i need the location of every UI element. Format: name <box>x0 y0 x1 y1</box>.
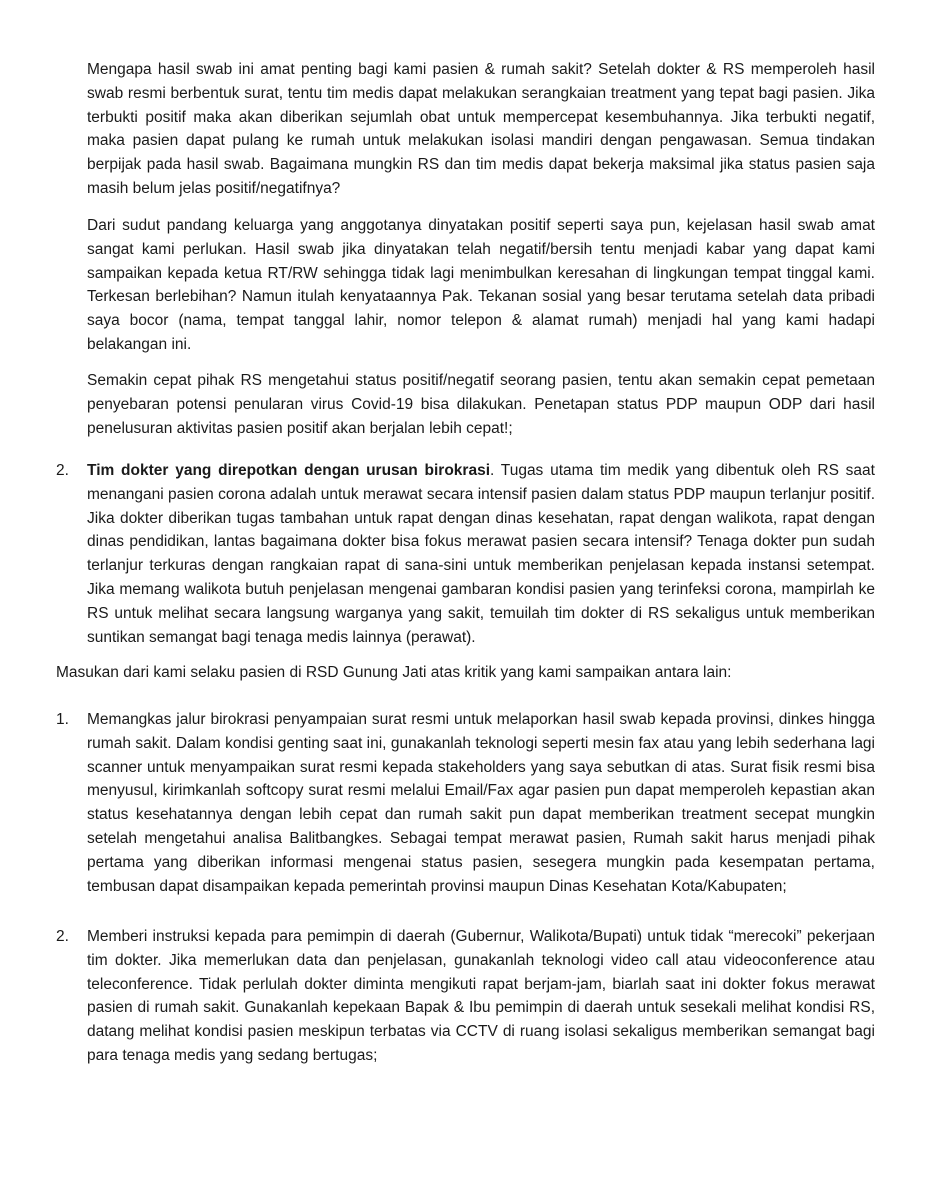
suggestions-intro: Masukan dari kami selaku pasien di RSD Gunung Jati atas kritik yang kami sampaikan antara lain: <box>56 664 732 681</box>
suggestion-item-1: Memangkas jalur birokrasi penyampaian surat resmi untuk melaporkan hasil swab kepada provinsi, dinkes hingga rumah sakit. Dalam kondisi genting saat ini, gunakanlah teknologi seperti mesin fax atau yang lebih sederhana lagi scanner untuk menyampaikan surat resmi kepada stakeholders yang saya sebutkan di atas. Surat fisik resmi bisa menyusul, kirimkanlah softcopy surat resmi melalui Email/Fax agar pasien pun dapat memperoleh kepastian akan status kesehatannya dengan lebih cepat dan rumah sakit pun dapat memberikan treatment secepat mungkin setelah mengetahui analisa Balitbangkes. Sebagai tempat merawat pasien, Rumah sakit harus menjadi pihak pertama yang diberikan informasi mengenai status pasien, sesegera mungkin pada kesempatan pertama, tembusan dapat disampaikan kepada pemerintah provinsi maupun Dinas Kesehatan Kota/Kabupaten; <box>87 711 875 895</box>
suggestion-number-2: 2. <box>56 928 69 945</box>
list-item-body: . Tugas utama tim medik yang dibentuk oleh RS saat menangani pasien corona adalah untuk merawat secara intensif pasien dalam status PDP maupun terlanjur positif. Jika dokter diberikan tugas tambahan untuk rapat dengan dinas kesehatan, rapat dengan walikota, rapat dengan dinas pendidikan, lantas bagaimana dokter bisa fokus merawat pasien secara intensif? Tenaga dokter pun sudah terlanjur terkuras dengan rangkaian rapat di sana-sini untuk memberikan penjelasan kepada instansi setempat. Jika memang walikota butuh penjelasan mengenai gambaran kondisi pasien yang terinfeksi corona, mampirlah ke RS untuk melihat secara langsung warganya yang sakit, temuilah tim dokter di RS sekaligus untuk memberikan suntikan semangat bagi tenaga medis lainnya (perawat). <box>87 462 875 646</box>
paragraph-family-perspective: Dari sudut pandang keluarga yang anggotanya dinyatakan positif seperti saya pun, kejelasan hasil swab amat sangat kami perlukan. Hasil swab jika dinyatakan telah negatif/bersih tentu menjadi kabar yang dapat kami sampaikan kepada ketua RT/RW sehingga tidak lagi menimbulkan keresahan di lingkungan tempat tinggal kami. Terkesan berlebihan? Namun itulah kenyataannya Pak. Tekanan sosial yang besar terutama setelah data pribadi saya bocor (nama, tempat tanggal lahir, nomor telepon & alamat rumah) menjadi hal yang kami hadapi belakangan ini. <box>87 217 875 353</box>
paragraph-swab-importance: Mengapa hasil swab ini amat penting bagi kami pasien & rumah sakit? Setelah dokter & RS memperoleh hasil swab resmi berbentuk surat, tentu tim medis dapat melakukan serangkaian treatment yang tepat bagi pasien. Jika terbukti positif maka akan diberikan sejumlah obat untuk mempercepat kesembuhannya. Jika terbukti negatif, maka pasien dapat pulang ke rumah untuk melakukan isolasi mandiri dengan pengawasan. Semua tindakan berpijak pada hasil swab. Bagaimana mungkin RS dan tim medis dapat bekerja maksimal jika status pasien saja masih belum jelas positif/negatifnya? <box>87 61 875 197</box>
list-item-heading: Tim dokter yang direpotkan dengan urusan birokrasi <box>87 462 490 479</box>
suggestion-number-1: 1. <box>56 711 69 728</box>
suggestion-item-2: Memberi instruksi kepada para pemimpin di daerah (Gubernur, Walikota/Bupati) untuk tidak “merecoki” pekerjaan tim dokter. Jika memerlukan data dan penjelasan, gunakanlah teknologi video call atau videoconference atau teleconference. Tidak perlulah dokter diminta mengikuti rapat berjam-jam, biarlah saat ini dokter fokus merawat pasien di rumah sakit. Gunakanlah kepekaan Bapak & Ibu pemimpin di daerah untuk sesekali melihat kondisi RS, datang melihat kondisi pasien meskipun terbatas via CCTV di ruang isolasi sekaligus memberikan semangat bagi para tenaga medis yang sedang bertugas; <box>87 928 875 1064</box>
list-item-bureaucracy <box>87 459 875 649</box>
paragraph-mapping-speed: Semakin cepat pihak RS mengetahui status positif/negatif seorang pasien, tentu akan semakin cepat pemetaan penyebaran potensi penularan virus Covid-19 bisa dilakukan. Penetapan status PDP maupun ODP dari hasil penelusuran aktivitas pasien positif akan berjalan lebih cepat!; <box>87 372 875 437</box>
list-number-2: 2. <box>56 462 69 479</box>
